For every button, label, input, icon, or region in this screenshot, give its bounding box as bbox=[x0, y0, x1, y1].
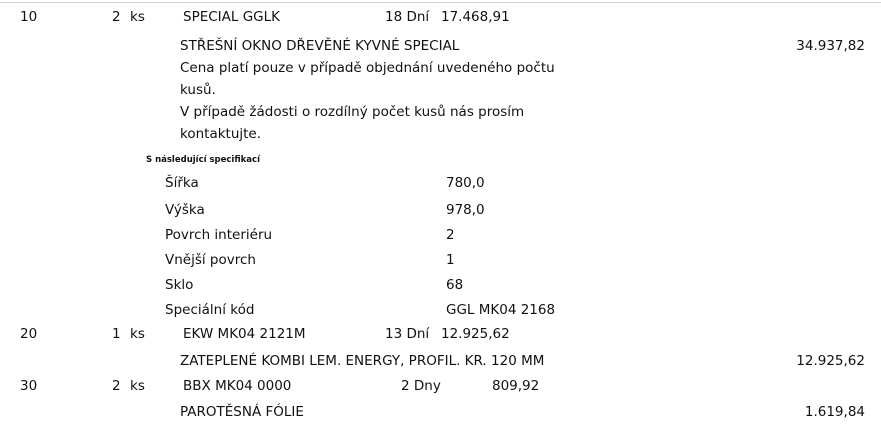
item-lead-time: 18 Dní bbox=[385, 9, 430, 25]
item-code: SPECIAL GGLK bbox=[183, 9, 280, 25]
item-code: EKW MK04 2121M bbox=[183, 326, 306, 342]
item-unit-price: 17.468,91 bbox=[441, 9, 510, 25]
item-unit: ks bbox=[130, 326, 145, 342]
spec-value: 68 bbox=[446, 277, 464, 293]
item-note: kusů. bbox=[180, 82, 216, 98]
item-lead-time: 2 Dny bbox=[401, 378, 441, 394]
item-unit-price: 12.925,62 bbox=[441, 326, 510, 342]
item-description: STŘEŠNÍ OKNO DŘEVĚNÉ KYVNÉ SPECIAL bbox=[180, 38, 460, 54]
item-unit: ks bbox=[130, 378, 145, 394]
spec-value: 780,0 bbox=[446, 175, 485, 191]
spec-label: Speciální kód bbox=[165, 302, 255, 318]
spec-value: 978,0 bbox=[446, 202, 485, 218]
spec-heading: S následující specifikací bbox=[146, 155, 260, 165]
item-unit-price: 809,92 bbox=[492, 378, 540, 394]
spec-value: 2 bbox=[446, 227, 455, 243]
spec-label: Povrch interiéru bbox=[165, 227, 273, 243]
spec-label: Sklo bbox=[165, 277, 194, 293]
item-position: 20 bbox=[20, 326, 38, 342]
item-description: PAROTĚSNÁ FÓLIE bbox=[180, 404, 304, 420]
spec-label: Vnější povrch bbox=[165, 252, 256, 268]
item-note: Cena platí pouze v případě objednání uvedeného počtu bbox=[180, 60, 555, 76]
item-total: 34.937,82 bbox=[796, 38, 865, 54]
spec-value: 1 bbox=[446, 252, 455, 268]
item-quantity: 2 bbox=[112, 9, 121, 25]
spec-label: Šířka bbox=[165, 175, 199, 191]
top-divider bbox=[0, 2, 881, 3]
item-position: 10 bbox=[20, 9, 38, 25]
item-quantity: 1 bbox=[112, 326, 121, 342]
item-note: V případě žádosti o rozdílný počet kusů nás prosím bbox=[180, 104, 525, 120]
item-description: ZATEPLENÉ KOMBI LEM. ENERGY, PROFIL. KR. 120 MM bbox=[180, 353, 545, 369]
spec-label: Výška bbox=[165, 202, 205, 218]
spec-value: GGL MK04 2168 bbox=[446, 302, 556, 318]
item-total: 1.619,84 bbox=[804, 404, 865, 420]
item-note: kontaktujte. bbox=[180, 126, 262, 142]
item-position: 30 bbox=[20, 378, 38, 394]
item-unit: ks bbox=[130, 9, 145, 25]
item-total: 12.925,62 bbox=[796, 353, 865, 369]
item-quantity: 2 bbox=[112, 378, 121, 394]
item-code: BBX MK04 0000 bbox=[183, 378, 292, 394]
item-lead-time: 13 Dní bbox=[385, 326, 430, 342]
